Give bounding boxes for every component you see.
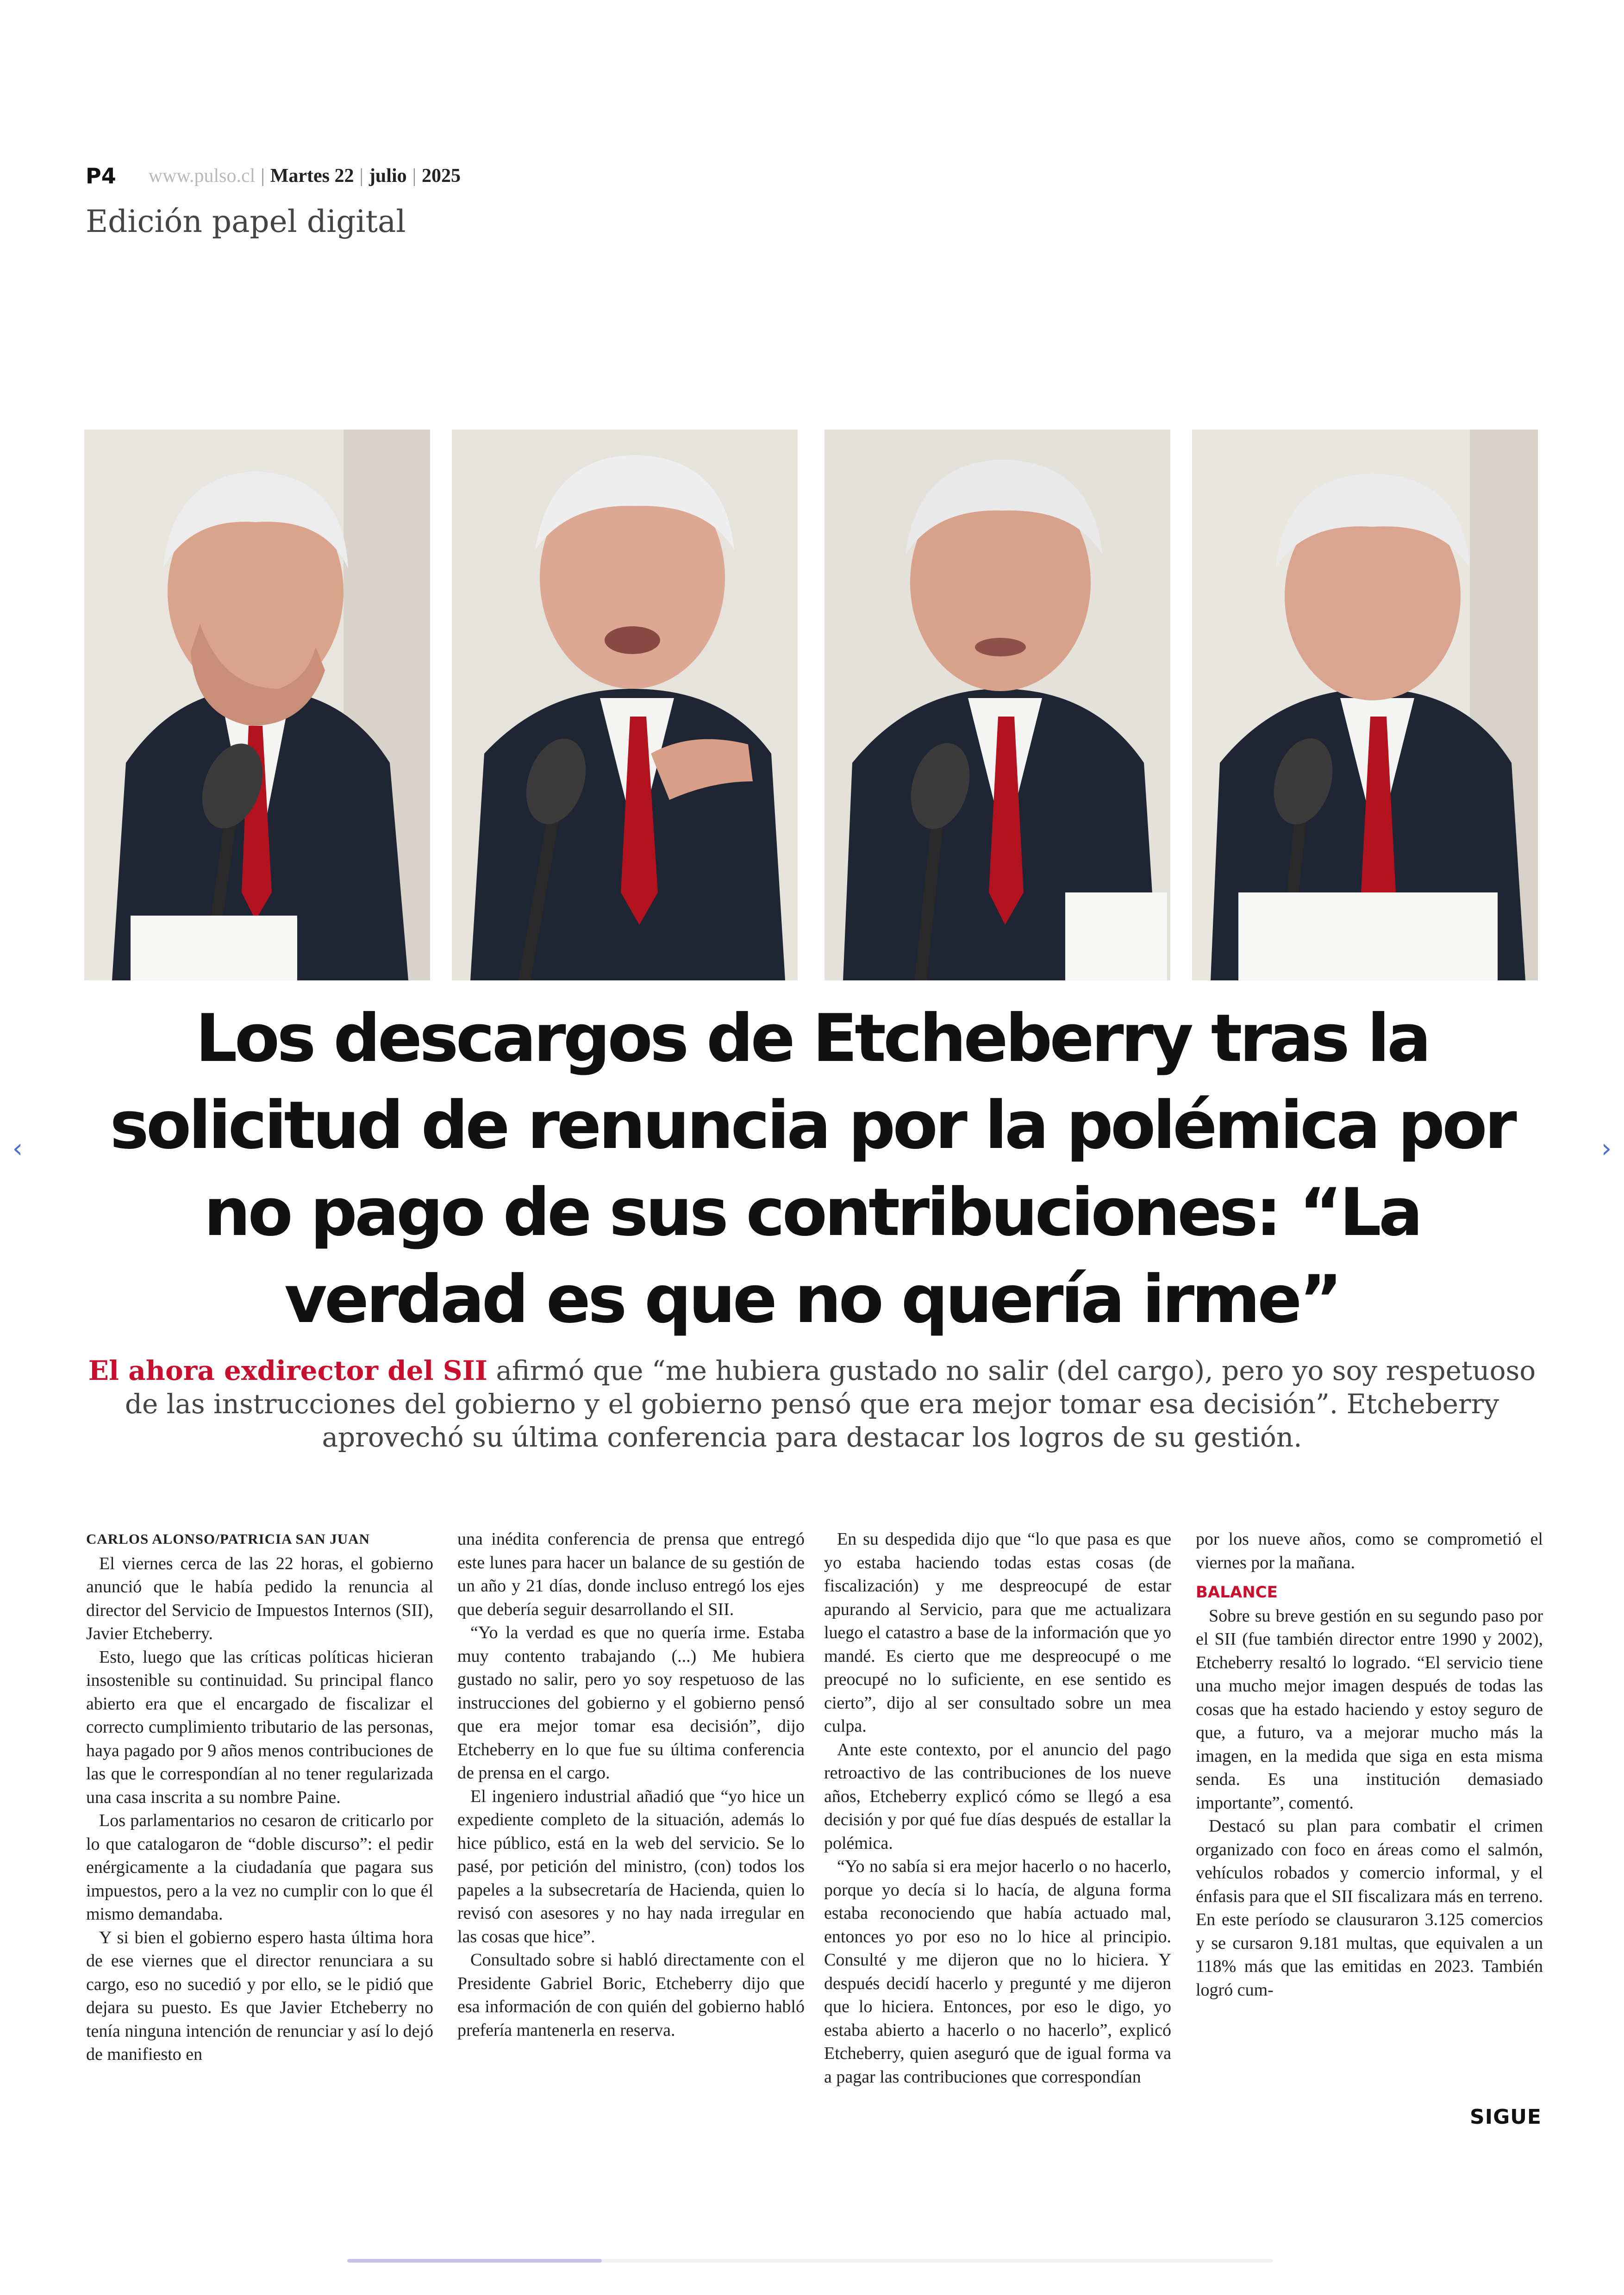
paragraph: El ingeniero industrial añadió que “yo hice un expediente completo de la situación, además lo hice público, está en la web del servicio. Se lo pasé, por petición del ministro, (con) todos los papeles a la subsecretaría de Hacienda, quien lo revisó con asesores y no hay nada irregular en las cosas que hice”. (457, 1786, 805, 1946)
page-number: P4 (86, 163, 116, 188)
paragraph: Ante este contexto, por el anuncio del pago retroactivo de las contribuciones de los nueve años, Etcheberry explicó cómo se llegó a esa decisión y por qué fue días después de estallar la polémica. (824, 1740, 1171, 1853)
paragraph: “Yo no sabía si era mejor hacerlo o no hacerlo, porque yo decía si lo hacía, de alguna forma estaba reconociendo que había actuado mal, entonces yo por eso no lo hice al principio. Consulté y me dijeron que no lo hiciera. Y después decidí hacerlo y pregunté y me dijeron que lo hiciera. Entonces, por eso le digo, yo estaba abierto a hacerlo o no hacerlo”, explicó Etcheberry, quien aseguró que de igual forma va a pagar las contribuciones que correspondían (824, 1857, 1171, 2087)
article-column-4 (1196, 1528, 1543, 2002)
photo-4-image (1192, 430, 1538, 980)
paragraph: Esto, luego que las críticas políticas hicieran insostenible su continuidad. Su principal flanco abierto era que el encargado de fiscalizar el correcto cumplimiento tributario de las personas, haya pagado por 9 años menos contribuciones de las que le correspondían al no tener regularizada una casa inscrita a su nombre Paine. (86, 1647, 433, 1807)
edition-label: Edición papel digital (86, 204, 406, 239)
photo-1 (84, 430, 430, 980)
deck-lead: El ahora exdirector del SII (88, 1355, 487, 1386)
divider: | (359, 165, 363, 187)
photo-1-image (84, 430, 430, 980)
paragraph: Destacó su plan para combatir el crimen organizado con foco en áreas como el salmón, vehículos robados y comercio informal, y el énfasis para que el SII fiscalizara más en terreno. En este período se clausuraron 3.125 comercios y se cursaron 9.181 multas, que equivalen a un 118% más que las emitidas en 2023. También logró cum- (1196, 1816, 1543, 2000)
headline: Los descargos de Etcheberry tras la solicitud de renuncia por la polémica por no pago de sus contribuciones: “La verdad es que no quería irme” (110, 1000, 1514, 1338)
photo-2 (452, 430, 798, 980)
paragraph: El viernes cerca de las 22 horas, el gobierno anunció que le había pedido la renuncia al director del Servicio de Impuestos Internos (SII), Javier Etcheberry. (86, 1553, 433, 1643)
paragraph: Sobre su breve gestión en su segundo paso por el SII (fue también director entre 1990 y 2002), Etcheberry resaltó lo logrado. “El servicio tiene una mucho mejor imagen después de todas las cosas que ha estado haciendo y estoy seguro de que, a futuro, va a mejorar mucho más la imagen, en la medida que siga en esta misma senda. Es una institución demasiado importante”, comentó. (1196, 1606, 1543, 1813)
article-column-3 (824, 1528, 1171, 2089)
paragraph: Los parlamentarios no cesaron de criticarlo por lo que catalogaron de “doble discurso”: el pedir enérgicamente a la ciudadanía que pagara sus impuestos, pero a la vez no cumplir con lo que él mismo demandaba. (86, 1811, 433, 1924)
continue-label[interactable]: SIGUE (1470, 2105, 1542, 2129)
site-url[interactable]: www.pulso.cl (148, 165, 256, 187)
photo-2-image (452, 430, 798, 980)
paragraph: Consultado sobre si habló directamente con el Presidente Gabriel Boric, Etcheberry dijo que esa información de con quién del gobierno habló prefería mantenerla en reserva. (457, 1950, 805, 2040)
chevron-left-icon: ‹ (12, 1134, 23, 1164)
date-day: Martes 22 (270, 165, 354, 187)
photo-3 (824, 430, 1170, 980)
article-column-1 (86, 1528, 433, 2066)
deck (83, 1354, 1541, 1454)
paragraph: por los nueve años, como se comprometió el viernes por la mañana. (1196, 1529, 1543, 1572)
photo-3-image (824, 430, 1170, 980)
paragraph: En su despedida dijo que “lo que pasa es que yo estaba haciendo todas estas cosas (de fiscalización) y me despreocupé de estar apurando al Servicio, para que me actualizara luego el catastro a base de la información que yo mandé. Es cierto que me despreocupé o me preocupé no lo suficiente, en ese sentido es cierto”, dijo al ser consultado sobre un mea culpa. (824, 1529, 1171, 1736)
article-column-2 (457, 1528, 805, 2042)
date-month: julio (369, 165, 407, 187)
chevron-right-icon: › (1601, 1134, 1612, 1164)
scrollbar-thumb[interactable] (347, 2259, 602, 2263)
deck-text: afirmó que “me hubiera gustado no salir (del cargo), pero yo soy respetuoso de las instrucciones del gobierno y el gobierno pensó que era mejor tomar esa decisión”. Etcheberry aprovechó su última conferencia para destacar los logros de su gestión. (125, 1355, 1536, 1453)
photo-4 (1192, 430, 1538, 980)
date-year: 2025 (422, 165, 461, 187)
byline: CARLOS ALONSO/PATRICIA SAN JUAN (86, 1531, 370, 1547)
prev-page-button[interactable] (4, 1135, 31, 1163)
section-subhead: BALANCE (1196, 1583, 1278, 1602)
paragraph: una inédita conferencia de prensa que entregó este lunes para hacer un balance de su gestión de un año y 21 días, donde incluso entregó los ejes que debería seguir desarrollando el SII. (457, 1529, 805, 1619)
paragraph: “Yo la verdad es que no quería irme. Estaba muy contento trabajando (...) Me hubiera gustado no salir, pero yo soy respetuoso de las instrucciones del gobierno y el gobierno pensó que era mejor tomar esa decisión”, dijo Etcheberry en lo que fue su última conferencia de prensa en el cargo. (457, 1623, 805, 1783)
divider: | (412, 165, 417, 187)
page-header (86, 160, 461, 192)
next-page-button[interactable] (1593, 1135, 1620, 1163)
divider: | (261, 165, 265, 187)
paragraph: Y si bien el gobierno espero hasta última hora de ese viernes que el director renunciara a su cargo, eso no sucedió y por ello, se le pidió que dejara su puesto. Es que Javier Etcheberry no tenía ninguna intención de renunciar y así lo dejó de manifiesto en (86, 1927, 433, 2064)
